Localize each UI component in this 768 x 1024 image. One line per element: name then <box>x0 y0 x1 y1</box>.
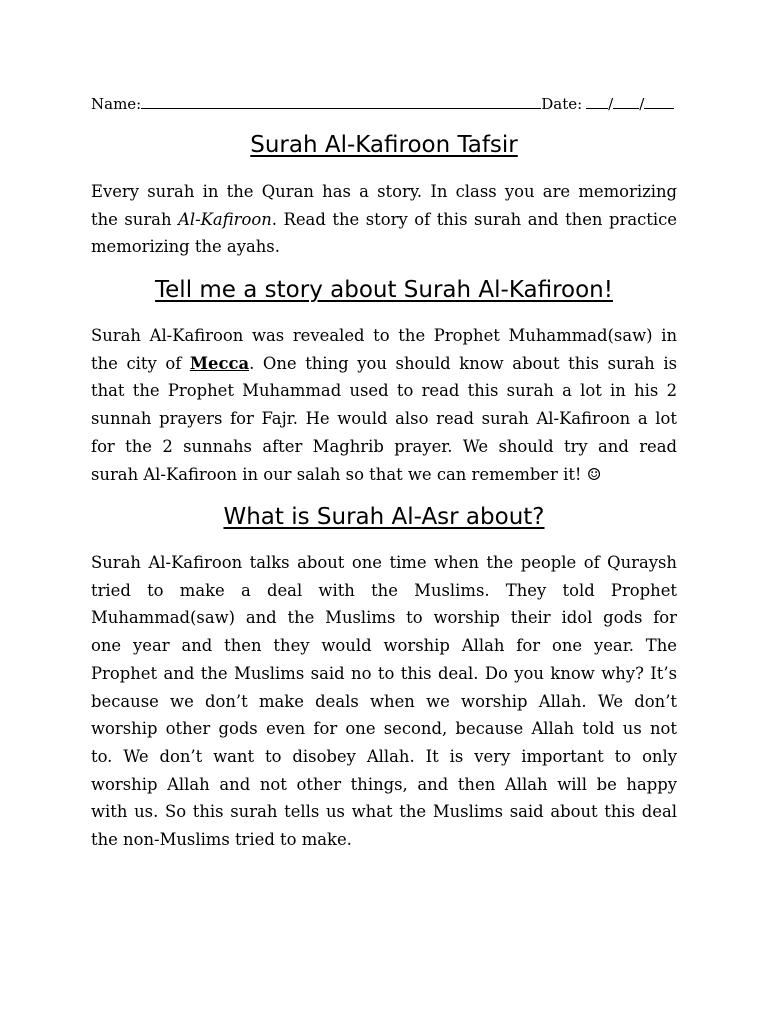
about-line: tried to make a deal with the Muslims. They told Prophet <box>91 580 677 600</box>
date-label: Date: <box>541 95 583 113</box>
about-line: because we don’t make deals when we worship Allah. We don’t <box>91 691 677 711</box>
page-title: Surah Al-Kafiroon Tafsir <box>250 132 518 158</box>
about-line: worship other gods even for one second, because Allah told us not <box>91 719 677 739</box>
about-line: one year and then they would worship Allah for one year. The <box>91 636 677 656</box>
date-month-blank <box>586 94 608 109</box>
date-day-blank <box>613 94 639 109</box>
intro-line: Every surah in the Quran has a story. In class you are memorizing <box>91 182 677 201</box>
story-line: surah Al-Kafiroon in our salah so that we can remember it! ☺ <box>91 464 602 484</box>
about-line: worship Allah and not other things, and then Allah will be happy <box>91 774 677 794</box>
date-separator: / <box>639 95 645 113</box>
about-line: Prophet and the Muslims said no to this deal. Do you know why? It’s <box>91 663 677 683</box>
intro-paragraph <box>91 178 677 261</box>
about-line: the non-Muslims tried to make. <box>91 830 352 850</box>
story-line: that the Prophet Muhammad used to read this surah a lot in his 2 <box>91 381 677 401</box>
name-label: Name: <box>91 95 142 113</box>
date-separator: / <box>608 95 614 113</box>
name-date-line <box>91 94 676 114</box>
intro-line: memorizing the ayahs. <box>91 237 280 257</box>
section-heading-about: What is Surah Al-Asr about? <box>223 504 545 530</box>
about-paragraph <box>91 549 677 854</box>
about-line: with us. So this surah tells us what the Muslims said about this deal <box>91 802 677 822</box>
about-line: to. We don’t want to disobey Allah. It is very important to only <box>91 746 677 766</box>
date-year-blank <box>644 94 674 109</box>
story-line: the city of Mecca. One thing you should know about this surah is <box>91 353 677 373</box>
story-line: Surah Al-Kafiroon was revealed to the Prophet Muhammad(saw) in <box>91 326 677 345</box>
story-line: for the 2 sunnahs after Maghrib prayer. We should try and read <box>91 436 677 456</box>
about-line: Surah Al-Kafiroon talks about one time when the people of Quraysh <box>91 553 677 572</box>
story-paragraph <box>91 322 677 488</box>
section-heading-story: Tell me a story about Surah Al-Kafiroon! <box>155 277 613 303</box>
about-line: Muhammad(saw) and the Muslims to worship their idol gods for <box>91 608 677 628</box>
surah-name-italic: Al-Kafiroon <box>178 209 272 229</box>
intro-line: the surah Al-Kafiroon. Read the story of this surah and then practice <box>91 209 677 229</box>
story-line: sunnah prayers for Fajr. He would also read surah Al-Kafiroon a lot <box>91 409 677 429</box>
mecca-highlight: Mecca <box>189 353 250 373</box>
name-blank <box>141 94 541 109</box>
